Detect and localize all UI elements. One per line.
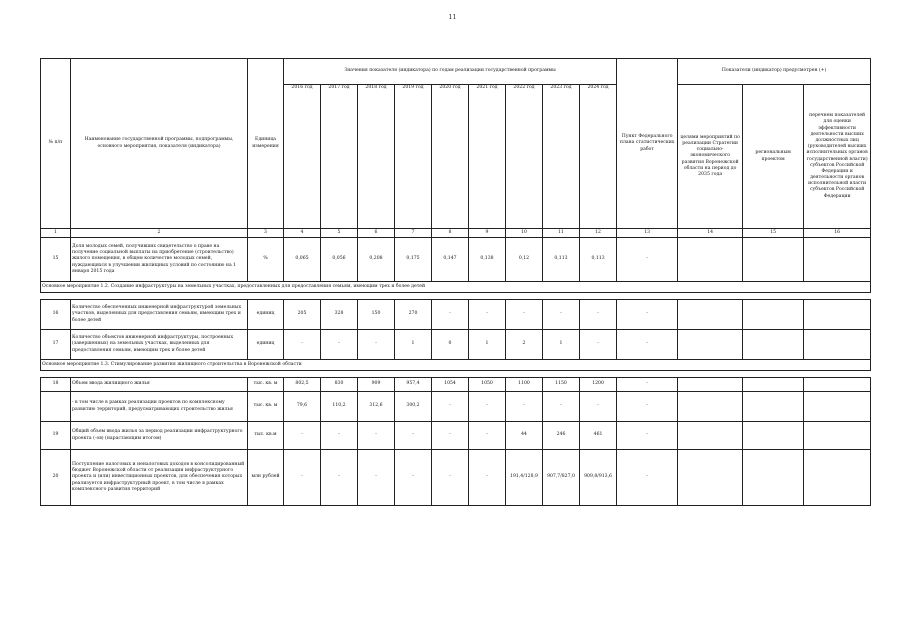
column-number: 5: [321, 229, 358, 238]
empty-cell: [804, 330, 871, 360]
row-number: 17: [41, 330, 71, 360]
value-cell: 1050: [469, 378, 506, 392]
header-no: № п/п: [41, 59, 71, 229]
value-cell: 1200: [580, 378, 617, 392]
empty-cell: [743, 392, 804, 422]
value-cell: -: [469, 450, 506, 506]
row-number: 16: [41, 300, 71, 330]
row-number: 20: [41, 450, 71, 506]
value-cell: -: [469, 392, 506, 422]
header-year: 2016 год: [284, 85, 321, 229]
value-cell: 1: [395, 330, 432, 360]
value-cell: -: [506, 300, 543, 330]
value-cell: -: [543, 300, 580, 330]
value-cell: -: [469, 422, 506, 450]
column-numbers-row: [41, 229, 871, 238]
value-cell: 0,175: [395, 238, 432, 282]
value-cell: 1: [469, 330, 506, 360]
indicator-name: Поступление налоговых и неналоговых доходов в консолидированный бюджет Воронежской области от реализации инфраструктурного проекта и (или) инвестиционных проектов, для обеспечения которых реализуется инфраструктурный проект, в том числе в рамках комплексного развития территорий: [71, 450, 248, 506]
value-cell: -: [506, 392, 543, 422]
header-year: 2020 год: [432, 85, 469, 229]
header-year: 2024 год: [580, 85, 617, 229]
value-cell: 909: [358, 378, 395, 392]
empty-cell: [743, 422, 804, 450]
column-number: 11: [543, 229, 580, 238]
column-number: 15: [743, 229, 804, 238]
value-cell: -: [580, 300, 617, 330]
value-cell: -: [358, 450, 395, 506]
value-cell: 1150: [543, 378, 580, 392]
empty-cell: [678, 378, 743, 392]
column-number: 3: [248, 229, 284, 238]
value-cell: 957,4: [395, 378, 432, 392]
empty-cell: [678, 238, 743, 282]
header-right-group: Показатели (индикатор) предусмотрен (+): [678, 59, 871, 85]
value-cell: 1100: [506, 378, 543, 392]
header-name: Наименование государственной программы, подпрограммы, основного мероприятия, показателя (индикатора): [71, 59, 248, 229]
value-cell: -: [543, 392, 580, 422]
empty-cell: [804, 422, 871, 450]
header-year: 2021 год: [469, 85, 506, 229]
empty-cell: [678, 392, 743, 422]
column-number: 7: [395, 229, 432, 238]
header-regional: региональным проектом: [743, 85, 804, 229]
empty-cell: [678, 422, 743, 450]
value-cell: 0,113: [543, 238, 580, 282]
indicator-name: Количество обеспеченных инженерной инфраструктурой земельных участков, выделенных для предоставления семьям, имеющим трех и более детей: [71, 300, 248, 330]
indicator-name: Объем ввода жилищного жилья: [71, 378, 248, 392]
value-cell: -: [321, 422, 358, 450]
value-cell: 312,6: [358, 392, 395, 422]
header-values-group: Значения показателя (индикатора) по годам реализации государственной программы: [284, 59, 617, 85]
indicator-name: Доля молодых семей, получивших свидетельство о праве на получение социальной выплаты на приобретение (строительство) жилого помещения, в общем количестве молодых семей, нуждающихся в улучшении жилищных условий по состоянию на 1 января 2015 года: [71, 238, 248, 282]
table-row: [41, 450, 871, 506]
table-row: [41, 330, 871, 360]
item-cell: -: [617, 392, 678, 422]
indicators-table: [40, 58, 871, 506]
column-number: 12: [580, 229, 617, 238]
value-cell: 802,5: [284, 378, 321, 392]
unit-cell: единиц: [248, 330, 284, 360]
table-row: [41, 378, 871, 392]
value-cell: 1054: [432, 378, 469, 392]
row-number: 19: [41, 422, 71, 450]
value-cell: -: [432, 450, 469, 506]
empty-cell: [743, 300, 804, 330]
empty-cell: [743, 238, 804, 282]
value-cell: 2: [506, 330, 543, 360]
value-cell: -: [358, 422, 395, 450]
item-cell: -: [617, 330, 678, 360]
empty-cell: [678, 300, 743, 330]
column-number: 6: [358, 229, 395, 238]
unit-cell: млн рублей: [248, 450, 284, 506]
value-cell: 79,6: [284, 392, 321, 422]
indicator-name: Общий объем ввода жилья за период реализации инфраструктурного проекта (-ов) (нарастающим итогом): [71, 422, 248, 450]
header-year: 2022 год: [506, 85, 543, 229]
unit-cell: тыс. кв. м: [248, 392, 284, 422]
unit-cell: тыс. кв.м: [248, 422, 284, 450]
page-number: 11: [448, 14, 457, 21]
value-cell: 0: [432, 330, 469, 360]
value-cell: -: [321, 330, 358, 360]
value-cell: 300,2: [395, 392, 432, 422]
table-row: [41, 422, 871, 450]
value-cell: -: [432, 300, 469, 330]
value-cell: 0,056: [321, 238, 358, 282]
value-cell: -: [580, 330, 617, 360]
value-cell: 110,2: [321, 392, 358, 422]
column-number: 1: [41, 229, 71, 238]
column-number: 9: [469, 229, 506, 238]
value-cell: 0,113: [580, 238, 617, 282]
empty-cell: [743, 330, 804, 360]
value-cell: 830: [321, 378, 358, 392]
empty-cell: [804, 238, 871, 282]
value-cell: -: [580, 392, 617, 422]
value-cell: -: [432, 422, 469, 450]
section-row: [41, 282, 871, 293]
value-cell: 150: [358, 300, 395, 330]
indicator-name: Количество объектов инженерной инфраструктуры, построенных (завершенных) на земельных участках, выделенных для предоставления семьям, имеющим трех и более детей: [71, 330, 248, 360]
unit-cell: единиц: [248, 300, 284, 330]
value-cell: 0,065: [284, 238, 321, 282]
value-cell: -: [321, 450, 358, 506]
header-strategy: целями мероприятий по реализации Стратегии социально-экономического развития Воронежской области на период до 2035 года: [678, 85, 743, 229]
item-cell: -: [617, 300, 678, 330]
header-year: 2017 год: [321, 85, 358, 229]
section-row: [41, 360, 871, 371]
value-cell: 0,138: [469, 238, 506, 282]
row-number: 18: [41, 378, 71, 392]
value-cell: -: [432, 392, 469, 422]
value-cell: 0,208: [358, 238, 395, 282]
value-cell: 328: [321, 300, 358, 330]
column-number: 10: [506, 229, 543, 238]
section-title: Основное мероприятие 1.3. Стимулирование развития жилищного строительства в Воронежской области: [41, 360, 871, 371]
value-cell: 1: [543, 330, 580, 360]
value-cell: -: [284, 330, 321, 360]
value-cell: -: [469, 300, 506, 330]
column-number: 4: [284, 229, 321, 238]
indicator-name: - в том числе в рамках реализации проектов по комплексному развитию территорий, предусматривающих строительство жилья: [71, 392, 248, 422]
value-cell: 205: [284, 300, 321, 330]
column-number: 2: [71, 229, 248, 238]
value-cell: 270: [395, 300, 432, 330]
unit-cell: тыс. кв. м: [248, 378, 284, 392]
value-cell: 0,147: [432, 238, 469, 282]
header-item: Пункт Федерального плана статистических работ: [617, 59, 678, 229]
header-year: 2019 год: [395, 85, 432, 229]
value-cell: -: [358, 330, 395, 360]
item-cell: -: [617, 450, 678, 506]
value-cell: -: [284, 422, 321, 450]
row-number: [41, 392, 71, 422]
header-year: 2023 год: [543, 85, 580, 229]
column-number: 16: [804, 229, 871, 238]
row-number: 15: [41, 238, 71, 282]
header-year: 2018 год: [358, 85, 395, 229]
value-cell: 246: [543, 422, 580, 450]
header-unit: Единица измерения: [248, 59, 284, 229]
empty-cell: [743, 450, 804, 506]
empty-cell: [743, 378, 804, 392]
unit-cell: %: [248, 238, 284, 282]
column-number: 13: [617, 229, 678, 238]
value-cell: 461: [580, 422, 617, 450]
header-eval: перечнем показателей для оценки эффективности деятельности высших должностных лиц (руководителей высших исполнительных органов государственной власти) субъектов Российской Федерации и деятельности органов исполнительной власти субъектов Российской Федерации: [804, 85, 871, 229]
value-cell: 909,8/913,6: [580, 450, 617, 506]
empty-cell: [678, 450, 743, 506]
table-row: [41, 238, 871, 282]
empty-cell: [804, 392, 871, 422]
value-cell: -: [284, 450, 321, 506]
value-cell: 907,7/827,0: [543, 450, 580, 506]
column-number: 8: [432, 229, 469, 238]
column-number: 14: [678, 229, 743, 238]
section-title: Основное мероприятие 1.2. Создание инфраструктуры на земельных участках, предоставленных для предоставления семьям, имеющим трех и более детей: [41, 282, 871, 293]
value-cell: -: [395, 422, 432, 450]
value-cell: 44: [506, 422, 543, 450]
value-cell: 191,4/128,9: [506, 450, 543, 506]
empty-cell: [804, 450, 871, 506]
item-cell: -: [617, 422, 678, 450]
empty-cell: [678, 330, 743, 360]
item-cell: -: [617, 378, 678, 392]
empty-cell: [804, 378, 871, 392]
table-row: [41, 392, 871, 422]
table-row: [41, 300, 871, 330]
value-cell: 0,12: [506, 238, 543, 282]
item-cell: -: [617, 238, 678, 282]
value-cell: -: [395, 450, 432, 506]
empty-cell: [804, 300, 871, 330]
